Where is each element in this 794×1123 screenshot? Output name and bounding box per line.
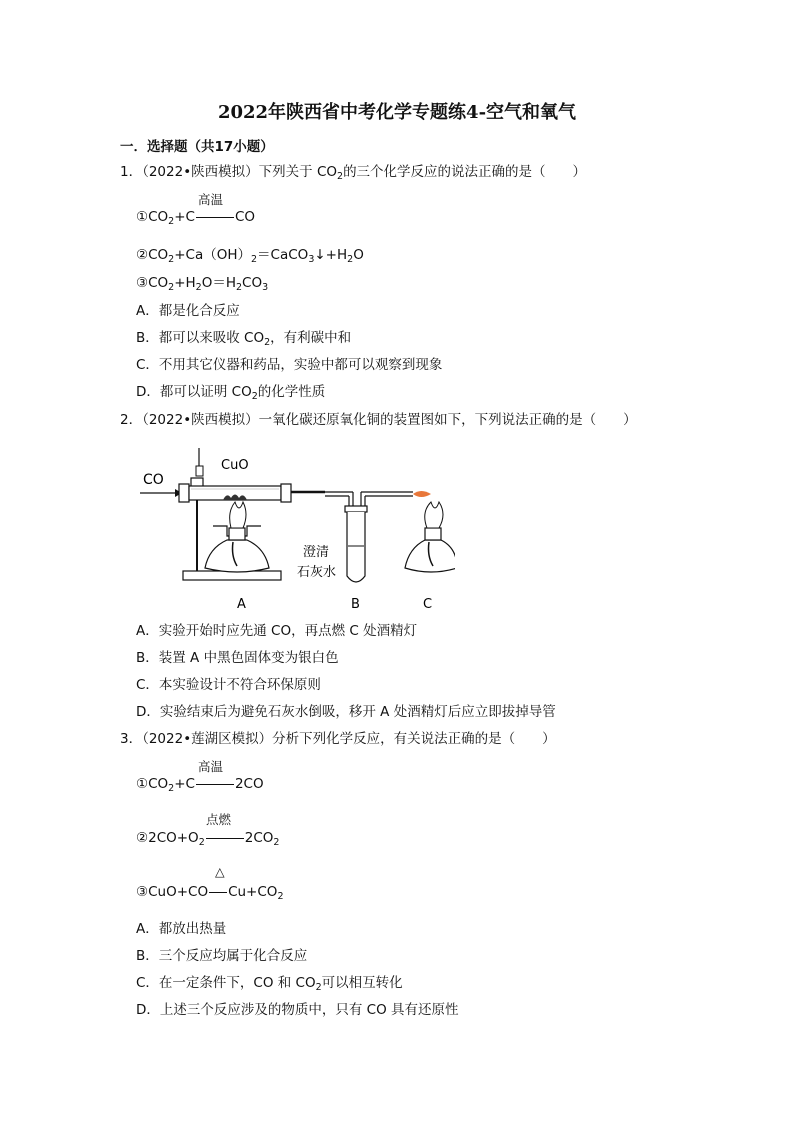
reaction-arrow bbox=[196, 784, 234, 785]
reaction-arrow bbox=[209, 892, 227, 893]
q1-option-b: B．都可以来吸收 $CO_2$，有利碳中和 bbox=[136, 330, 352, 348]
q3-reaction-3-condition: △ bbox=[215, 864, 225, 879]
label-c: C bbox=[423, 597, 433, 612]
q3-option-b: B．三个反应均属于化合反应 bbox=[136, 948, 308, 964]
q3-option-c: C．在一定条件下，CO 和 $CO_2$可以相互转化 bbox=[136, 975, 403, 993]
q3-reaction-1-condition: 高温 bbox=[198, 759, 224, 774]
q2-option-d: D．实验结束后为避免石灰水倒吸，移开 A 处酒精灯后应立即拔掉导管 bbox=[136, 704, 556, 720]
q1-reaction-2: $②CO_2+Ca(OH)_2=CaCO_3↓+H_2O$ bbox=[136, 247, 364, 265]
label-co: CO bbox=[143, 472, 164, 488]
q3-reaction-1: $①CO_2+C$ 2CO bbox=[136, 776, 264, 794]
reaction-arrow bbox=[206, 838, 244, 839]
q1-reaction-1-condition: 高温 bbox=[198, 192, 224, 207]
q3-option-a: A．都放出热量 bbox=[136, 921, 227, 937]
q3-option-d: D．上述三个反应涉及的物质中，只有 CO 具有还原性 bbox=[136, 1002, 459, 1018]
label-limewater-2: 石灰水 bbox=[297, 565, 337, 580]
alcohol-lamp-a bbox=[205, 540, 269, 572]
test-tube-b bbox=[347, 512, 365, 582]
q3-reaction-2: $②2CO+O_2$ $2CO_2$ bbox=[136, 830, 280, 848]
q1-reaction-1: $①CO_2+C$ CO bbox=[136, 209, 256, 227]
question-1-stem: 1．（2022•陕西模拟）下列关于 $CO_2$的三个化学反应的说法正确的是（ ） bbox=[120, 164, 587, 182]
label-a: A bbox=[237, 597, 246, 612]
q1-option-a: A．都是化合反应 bbox=[136, 303, 240, 319]
q1-reaction-3: $③CO_2+H_2O=H_2CO_3$ bbox=[136, 275, 269, 293]
section-heading: 一．选择题（共17小题） bbox=[120, 139, 274, 155]
exit-flame bbox=[413, 491, 431, 497]
question-3-stem: 3．（2022•莲湖区模拟）分析下列化学反应，有关说法正确的是（ ） bbox=[120, 731, 556, 747]
q2-option-b: B．装置 A 中黑色固体变为银白色 bbox=[136, 650, 339, 666]
q2-option-c: C．本实验设计不符合环保原则 bbox=[136, 677, 321, 693]
q3-reaction-2-condition: 点燃 bbox=[206, 812, 232, 827]
reaction-arrow bbox=[196, 217, 234, 218]
q1-option-c: C．不用其它仪器和药品，实验中都可以观察到现象 bbox=[136, 357, 443, 373]
label-cuo: CuO bbox=[221, 458, 249, 473]
question-2-stem: 2．（2022•陕西模拟）一氧化碳还原氧化铜的装置图如下，下列说法正确的是（ ） bbox=[120, 412, 637, 428]
label-limewater-1: 澄清 bbox=[303, 545, 330, 560]
q3-reaction-3: ③CuO+CO $Cu+CO_2$ bbox=[136, 884, 284, 902]
page-title: 2022年陕西省中考化学专题练4-空气和氧气 bbox=[217, 102, 577, 123]
alcohol-lamp-c bbox=[405, 540, 455, 572]
q1-option-d: D．都可以证明 $CO_2$的化学性质 bbox=[136, 384, 326, 402]
apparatus-diagram bbox=[135, 448, 455, 614]
q2-option-a: A．实验开始时应先通 CO，再点燃 C 处酒精灯 bbox=[136, 623, 418, 639]
label-b: B bbox=[351, 597, 360, 612]
